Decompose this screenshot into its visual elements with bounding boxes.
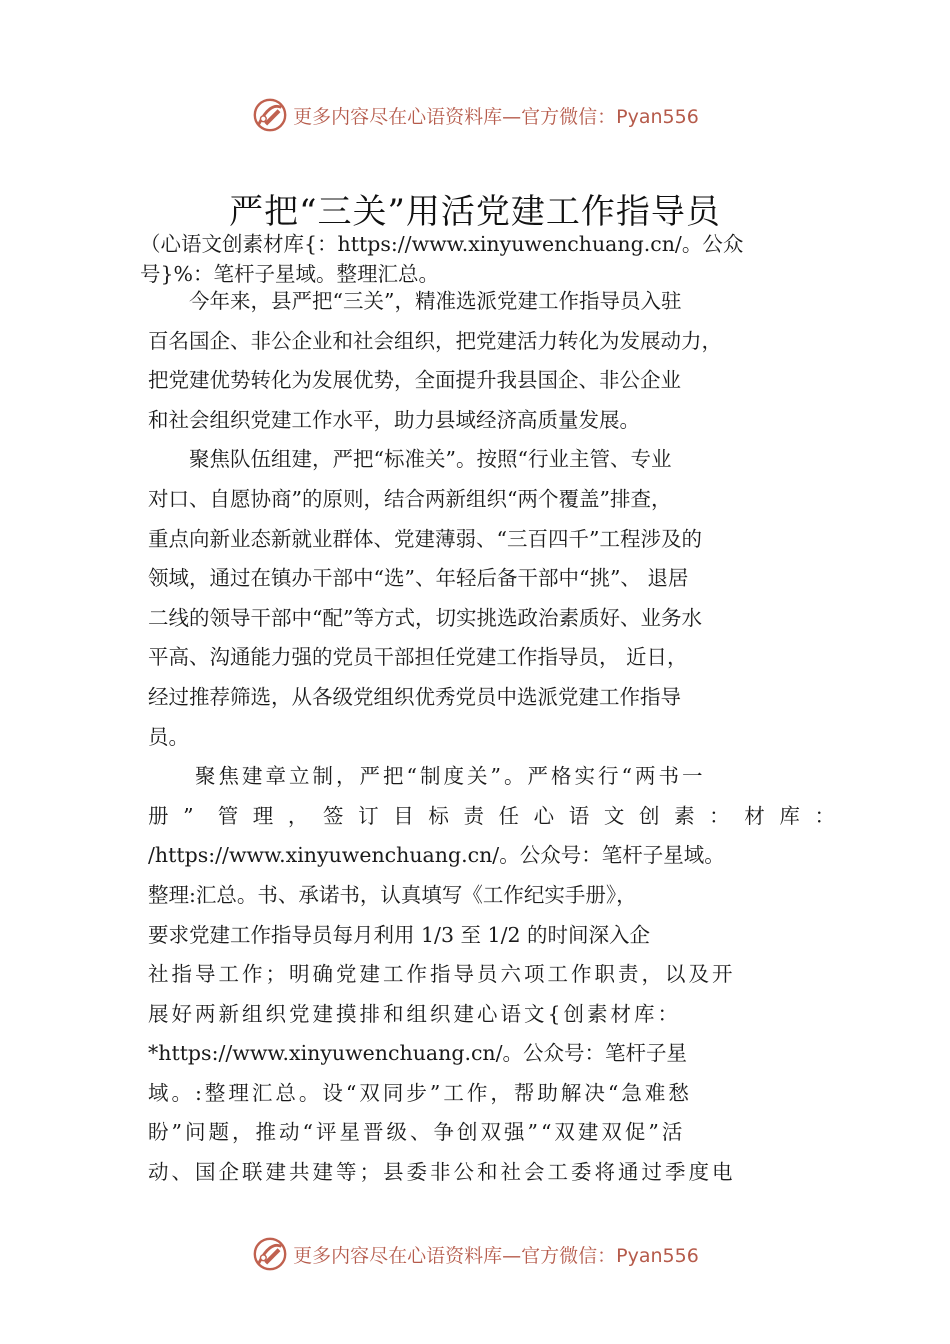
text-line: 平高、沟通能力强的党员干部担任党建工作指导员， 近日， (148, 645, 688, 670)
footer-banner-text: 更多内容尽在心语资料库—官方微信：Pyan556 (293, 1244, 699, 1267)
text-line: 展好两新组织党建摸排和组织建心语文{创素材库： (148, 1001, 682, 1026)
paragraph-3 (148, 757, 838, 1193)
text-line: 社指导工作；明确党建工作指导员六项工作职责，以及开 (148, 962, 736, 987)
source-note (140, 229, 840, 289)
text-line: 今年来，县严把“三关”，精准选派党建工作指导员入驻 (148, 289, 682, 313)
header-banner (0, 93, 950, 137)
text-line: 册” 管理，签订目标责任心语文创素：材库： (148, 803, 838, 828)
text-line: 要求党建工作指导员每月利用 1/3 至 1/2 的时间深入企 (148, 922, 651, 947)
source-line: 号}%：笔杆子星域。整理汇总。 (140, 262, 440, 286)
footer-banner (0, 1232, 950, 1276)
document-body (148, 282, 838, 1193)
source-line: （心语文创素材库{：https://www.xinyuwenchuang.cn/。公众 (140, 232, 744, 256)
text-line: 重点向新业态新就业群体、党建薄弱、“三百四千”工程涉及的 (148, 526, 702, 551)
text-line: 百名国企、非公企业和社会组织，把党建活力转化为发展动力， (148, 328, 722, 353)
text-line: *https://www.xinyuwenchuang.cn/。公众号：笔杆子星 (148, 1041, 688, 1066)
text-line: 经过推荐筛选，从各级党组织优秀党员中选派党建工作指导 (148, 684, 681, 709)
text-line: 二线的领导干部中“配”等方式，切实挑选政治素质好、业务水 (148, 605, 702, 630)
header-banner-text: 更多内容尽在心语资料库—官方微信：Pyan556 (293, 105, 699, 128)
text-line: 和社会组织党建工作水平，助力县域经济高质量发展。 (148, 407, 640, 432)
document-title: 严把“三关”用活党建工作指导员 (229, 192, 721, 232)
text-line: 动、国企联建共建等；县委非公和社会工委将通过季度电 (148, 1160, 736, 1185)
text-line: 域。:整理汇总。设“双同步”工作，帮助解决“急难愁 (148, 1080, 692, 1105)
text-line: 把党建优势转化为发展优势，全面提升我县国企、非公企业 (148, 368, 681, 393)
text-line: 整理:汇总。书、承诺书，认真填写《工作纪实手册》， (148, 882, 637, 907)
pen-logo-icon (251, 96, 289, 134)
text-line: 聚焦队伍组建，严把“标准关”。按照“行业主管、专业 (148, 447, 672, 472)
text-line: 对口、自愿协商”的原则，结合两新组织“两个覆盖”排查， (148, 486, 672, 511)
paragraph-2 (148, 440, 838, 757)
text-line: 领域，通过在镇办干部中“选”、年轻后备干部中“挑”、 退居 (148, 566, 689, 591)
text-line: /https://www.xinyuwenchuang.cn/。公众号：笔杆子星域。 (148, 843, 725, 868)
text-line: 员。 (148, 724, 189, 749)
paragraph-1 (148, 282, 838, 440)
text-line: 聚焦建章立制，严把“制度关”。严格实行“两书一 (148, 764, 706, 789)
pen-logo-icon (251, 1235, 289, 1273)
text-line: 盼”问题，推动“评星晋级、争创双强”“双建双促”活 (148, 1120, 686, 1145)
